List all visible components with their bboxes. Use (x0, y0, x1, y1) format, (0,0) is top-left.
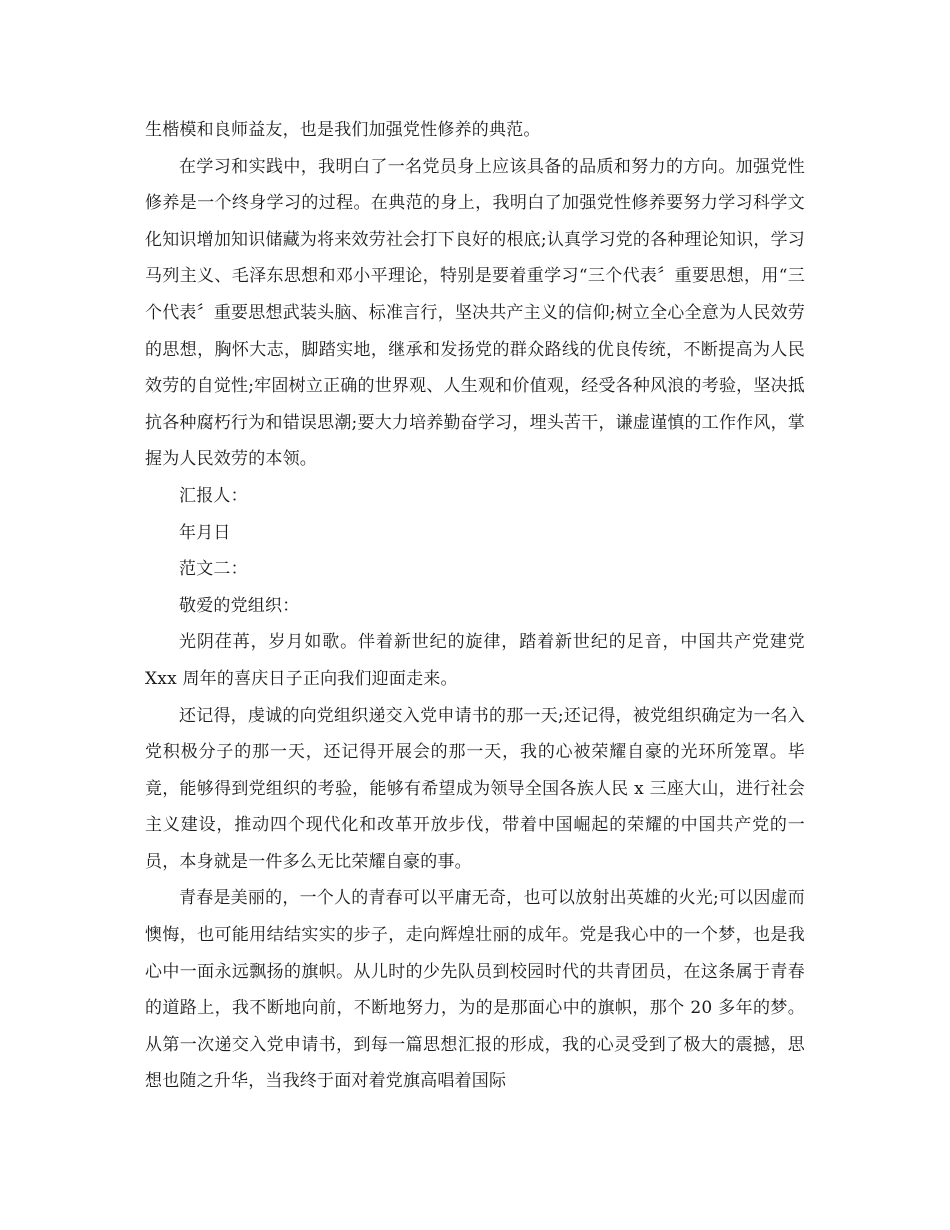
paragraph-anniversary: 光阴荏苒，岁月如歌。伴着新世纪的旋律，踏着新世纪的足音，中国共产党建党 Xxx 周年的喜庆日子正向我们迎面走来。 (145, 632, 805, 689)
paragraph-continuation: 生楷模和良师益友，也是我们加强党性修养的典范。 (145, 120, 541, 140)
paragraph-party-cultivation: 在学习和实践中，我明白了一名党员身上应该具备的品质和努力的方向。加强党性修养是一个终身学习的过程。在典范的身上，我明白了加强党性修养要努力学习科学文化知识增加知识储藏为将来效劳社会打下良好的根底;认真学习党的各种理论知识，学习马列主义、毛泽东思想和邓小平理论，特别是要着重学习“三个代表〞重要思想，用“三个代表〞重要思想武装头脑、标准言行，坚决共产主义的信仰;树立全心全意为人民效劳的思想，胸怀大志，脚踏实地，继承和发扬党的群众路线的优良传统，不断提高为人民效劳的自觉性;牢固树立正确的世界观、人生观和价值观，经受各种风浪的考验，坚决抵抗各种腐朽行为和错误思潮;要大力培养勤奋学习，埋头苦干，谦虚谨慎的工作作风，掌握为人民效劳的本领。 (145, 156, 805, 470)
salutation: 敬爱的党组织： (179, 595, 300, 616)
date-label: 年月日 (179, 522, 231, 543)
sample-two-heading: 范文二： (179, 559, 248, 580)
reporter-label: 汇报人： (179, 485, 248, 506)
document-body (145, 112, 805, 1100)
paragraph-youth-dream: 青春是美丽的，一个人的青春可以平庸无奇，也可以放射出英雄的火光;可以因虚而懊悔，也可能用结结实实的步子，走向辉煌壮丽的成年。党是我心中的一个梦，也是我心中一面永远飘扬的旗帜。从儿时的少先队员到校园时代的共青团员，在这条属于青春的道路上，我不断地向前，不断地努力，为的是那面心中的旗帜，那个 20 多年的梦。从第一次递交入党申请书，到每一篇思想汇报的形成，我的心灵受到了极大的震撼，思想也随之升华，当我终于面对着党旗高唱着国际 (145, 888, 805, 1092)
paragraph-application-memory: 还记得，虔诚的向党组织递交入党申请书的那一天;还记得，被党组织确定为一名入党积极分子的那一天，还记得开展会的那一天，我的心被荣耀自豪的光环所笼罩。毕竟，能够得到党组织的考验，能够有希望成为领导全国各族人民 x 三座大山，进行社会主义建设，推动四个现代化和改革开放步伐，带着中国崛起的荣耀的中国共产党的一员，本身就是一件多么无比荣耀自豪的事。 (145, 705, 805, 872)
